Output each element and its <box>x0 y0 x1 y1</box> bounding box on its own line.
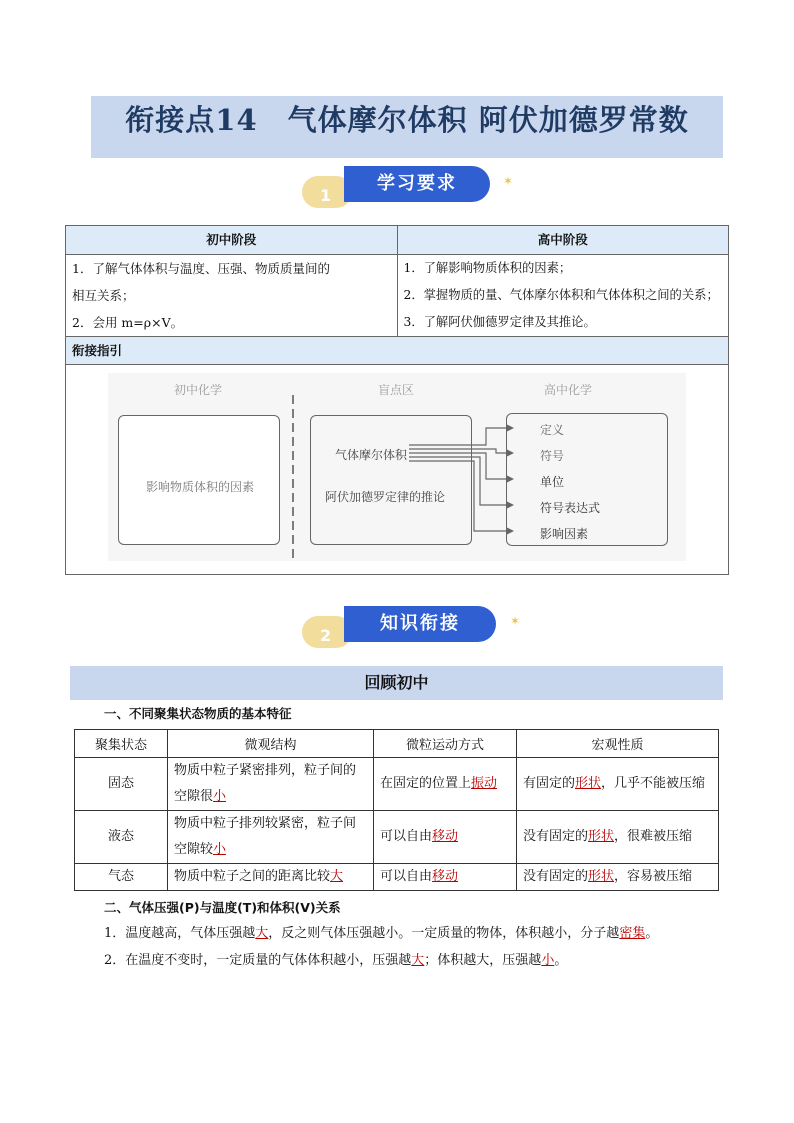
junior-box-text: 影响物质体积的因素 <box>146 480 255 494</box>
micro-cell: 物质中粒子紧密排列，粒子间的空隙很小 <box>168 758 374 811</box>
move-cell: 可以自由移动 <box>374 811 517 864</box>
senior-item: 符号表达式 <box>540 501 601 515</box>
senior-item: 符号 <box>540 449 565 463</box>
req-line: 1．了解影响物质体积的因素； <box>403 261 572 275</box>
senior-box <box>506 413 668 546</box>
macro-cell: 没有固定的形状，容易被压缩 <box>517 864 719 891</box>
blind-box <box>310 415 472 545</box>
senior-requirements <box>397 255 729 337</box>
state-cell: 液态 <box>75 811 168 864</box>
diagram-col-junior: 初中化学 <box>174 383 223 397</box>
req-line: 3．了解阿伏伽德罗定律及其推论。 <box>403 315 596 329</box>
table-row <box>75 864 719 891</box>
paragraph-1: 1．温度越高，气体压强越大，反之则气体压强越小。一定质量的物体，体积越小，分子越密集。 <box>104 926 659 941</box>
table-row <box>75 758 719 811</box>
diagram-col-blind: 盲点区 <box>378 383 415 397</box>
section-number: 1 <box>302 176 352 208</box>
paragraph-2: 2．在温度不变时，一定质量的气体体积越小，压强越大；体积越大，压强越小。 <box>104 953 568 968</box>
senior-item: 定义 <box>540 423 565 437</box>
page-title: 衔接点14 气体摩尔体积 阿伏加德罗常数 <box>125 103 689 137</box>
star-icon: ✶ <box>510 614 521 628</box>
micro-cell: 物质中粒子排列较紧密，粒子间空隙较小 <box>168 811 374 864</box>
macro-cell: 有固定的形状，几乎不能被压缩 <box>517 758 719 811</box>
move-cell: 可以自由移动 <box>374 864 517 891</box>
section-badge-1 <box>302 166 522 212</box>
move-cell: 在固定的位置上振动 <box>374 758 517 811</box>
junior-box <box>118 415 280 545</box>
senior-item: 单位 <box>540 475 565 489</box>
guide-label: 衔接指引 <box>66 337 729 365</box>
col-header: 微粒运动方式 <box>374 730 517 758</box>
states-table <box>74 729 719 891</box>
junior-requirements <box>66 255 398 337</box>
review-title: 回顾初中 <box>364 673 429 692</box>
col-header: 微观结构 <box>168 730 374 758</box>
senior-item: 影响因素 <box>540 527 589 541</box>
state-cell: 固态 <box>75 758 168 811</box>
transition-diagram <box>108 373 686 561</box>
req-line: 1．了解气体体积与温度、压强、物质质量间的 <box>72 261 330 276</box>
micro-cell: 物质中粒子之间的距离比较大 <box>168 864 374 891</box>
table-row <box>75 811 719 864</box>
req-line: 2．会用 m=ρ×V。 <box>72 315 184 330</box>
section-badge-2 <box>302 606 522 652</box>
blind-box-line1: 气体摩尔体积 <box>335 448 408 462</box>
section-number: 2 <box>302 616 352 648</box>
req-line: 相互关系； <box>72 288 135 303</box>
req-line: 2．掌握物质的量、气体摩尔体积和气体体积之间的关系； <box>403 288 719 302</box>
table-header-row <box>75 730 719 758</box>
col-header-junior: 初中阶段 <box>66 226 398 255</box>
macro-cell: 没有固定的形状，很难被压缩 <box>517 811 719 864</box>
diagram-col-senior: 高中化学 <box>544 383 593 397</box>
blind-box-line2: 阿伏加德罗定律的推论 <box>325 490 446 504</box>
section-label: 知识衔接 <box>344 606 496 642</box>
state-cell: 气态 <box>75 864 168 891</box>
col-header: 宏观性质 <box>517 730 719 758</box>
heading-gas-pressure: 二、气体压强(P)与温度(T)和体积(V)关系 <box>104 900 341 915</box>
col-header-senior: 高中阶段 <box>397 226 729 255</box>
section-label: 学习要求 <box>344 166 490 202</box>
star-icon: ✶ <box>503 174 514 188</box>
heading-states: 一、不同聚集状态物质的基本特征 <box>104 706 292 721</box>
col-header: 聚集状态 <box>75 730 168 758</box>
